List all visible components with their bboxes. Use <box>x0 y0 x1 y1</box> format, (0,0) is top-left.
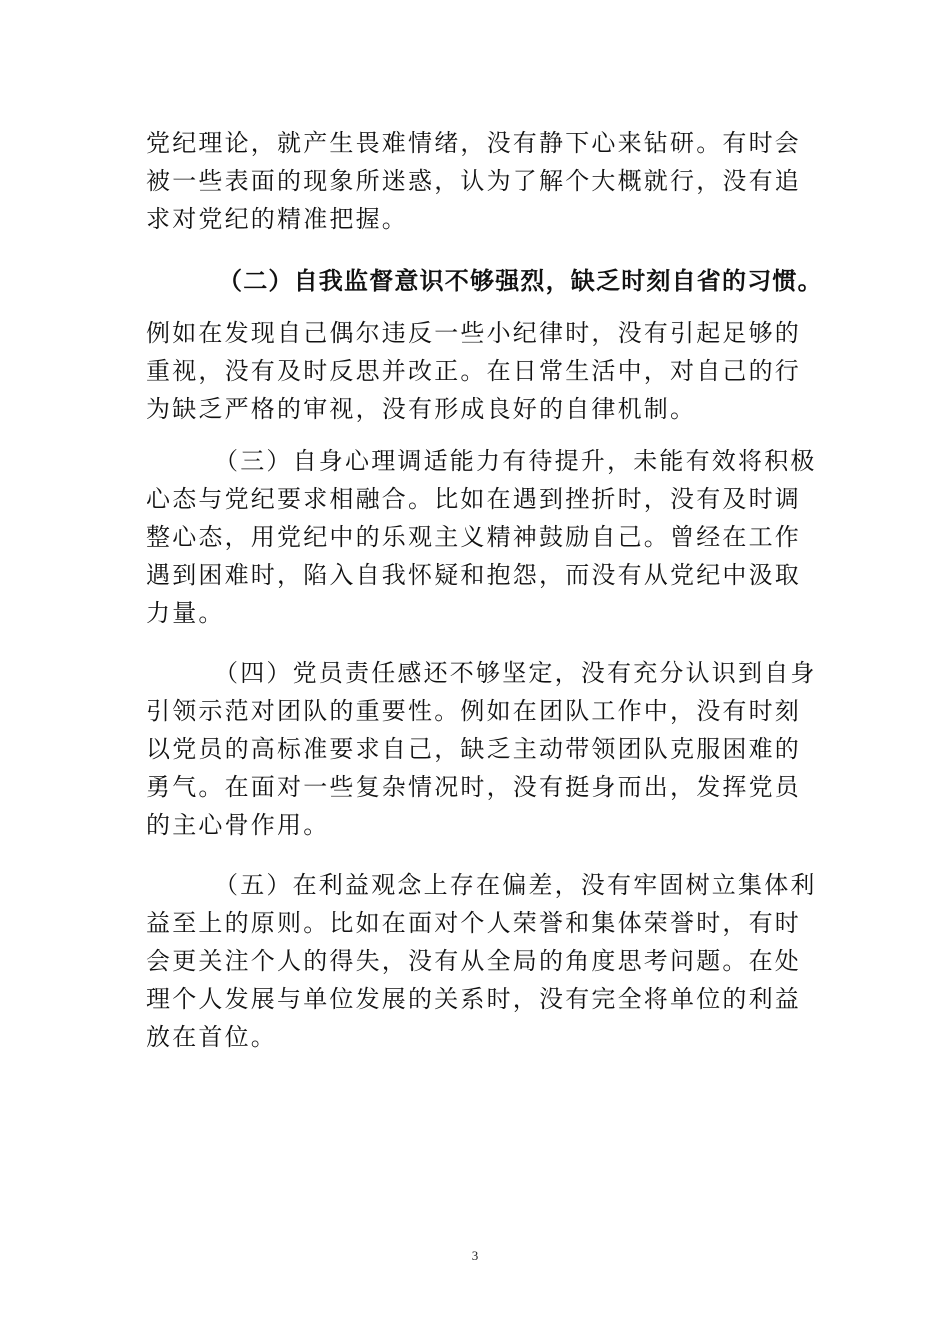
paragraph-line: 益至上的原则。比如在面对个人荣誉和集体荣誉时，有时 <box>146 909 801 937</box>
paragraph-line: 求对党纪的精准把握。 <box>146 205 408 233</box>
paragraph-line: 党纪理论，就产生畏难情绪，没有静下心来钻研。有时会 <box>146 129 801 157</box>
paragraph-line: （三）自身心理调适能力有待提升，未能有效将积极 <box>214 447 817 475</box>
paragraph-line: 重视，没有及时反思并改正。在日常生活中，对自己的行 <box>146 357 801 385</box>
paragraph-line: 以党员的高标准要求自己，缺乏主动带领团队克服困难的 <box>146 735 801 763</box>
paragraph-line: 心态与党纪要求相融合。比如在遇到挫折时，没有及时调 <box>146 485 801 513</box>
paragraph-line: 被一些表面的现象所迷惑，认为了解个大概就行，没有追 <box>146 167 801 195</box>
paragraph-line: 整心态，用党纪中的乐观主义精神鼓励自己。曾经在工作 <box>146 523 801 551</box>
paragraph-line: 放在首位。 <box>146 1023 277 1051</box>
paragraph-line: 例如在发现自己偶尔违反一些小纪律时，没有引起足够的 <box>146 319 801 347</box>
paragraph-line: （四）党员责任感还不够坚定，没有充分认识到自身 <box>214 659 817 687</box>
section-heading-2: （二）自我监督意识不够强烈，缺乏时刻自省的习惯。 <box>218 266 823 295</box>
page-number: 3 <box>471 1248 479 1263</box>
paragraph-line: 勇气。在面对一些复杂情况时，没有挺身而出，发挥党员 <box>146 773 801 801</box>
paragraph-self-supervision <box>146 262 823 428</box>
paragraph-line: 的主心骨作用。 <box>146 811 330 839</box>
paragraph-line: （五）在利益观念上存在偏差，没有牢固树立集体利 <box>214 871 817 899</box>
paragraph-line: 会更关注个人的得失，没有从全局的角度思考问题。在处 <box>146 947 801 975</box>
paragraph-party-responsibility <box>146 654 817 844</box>
paragraph-line: 为缺乏严格的审视，没有形成良好的自律机制。 <box>146 395 697 423</box>
paragraph-psychological-adjustment <box>146 442 817 632</box>
paragraph-line: 力量。 <box>146 599 225 627</box>
paragraph-continuation <box>146 124 808 238</box>
paragraph-line: 遇到困难时，陷入自我怀疑和抱怨，而没有从党纪中汲取 <box>146 561 801 589</box>
paragraph-line: 理个人发展与单位发展的关系时，没有完全将单位的利益 <box>146 985 801 1013</box>
paragraph-interest-values <box>146 866 817 1056</box>
paragraph-line: 引领示范对团队的重要性。例如在团队工作中，没有时刻 <box>146 697 801 725</box>
